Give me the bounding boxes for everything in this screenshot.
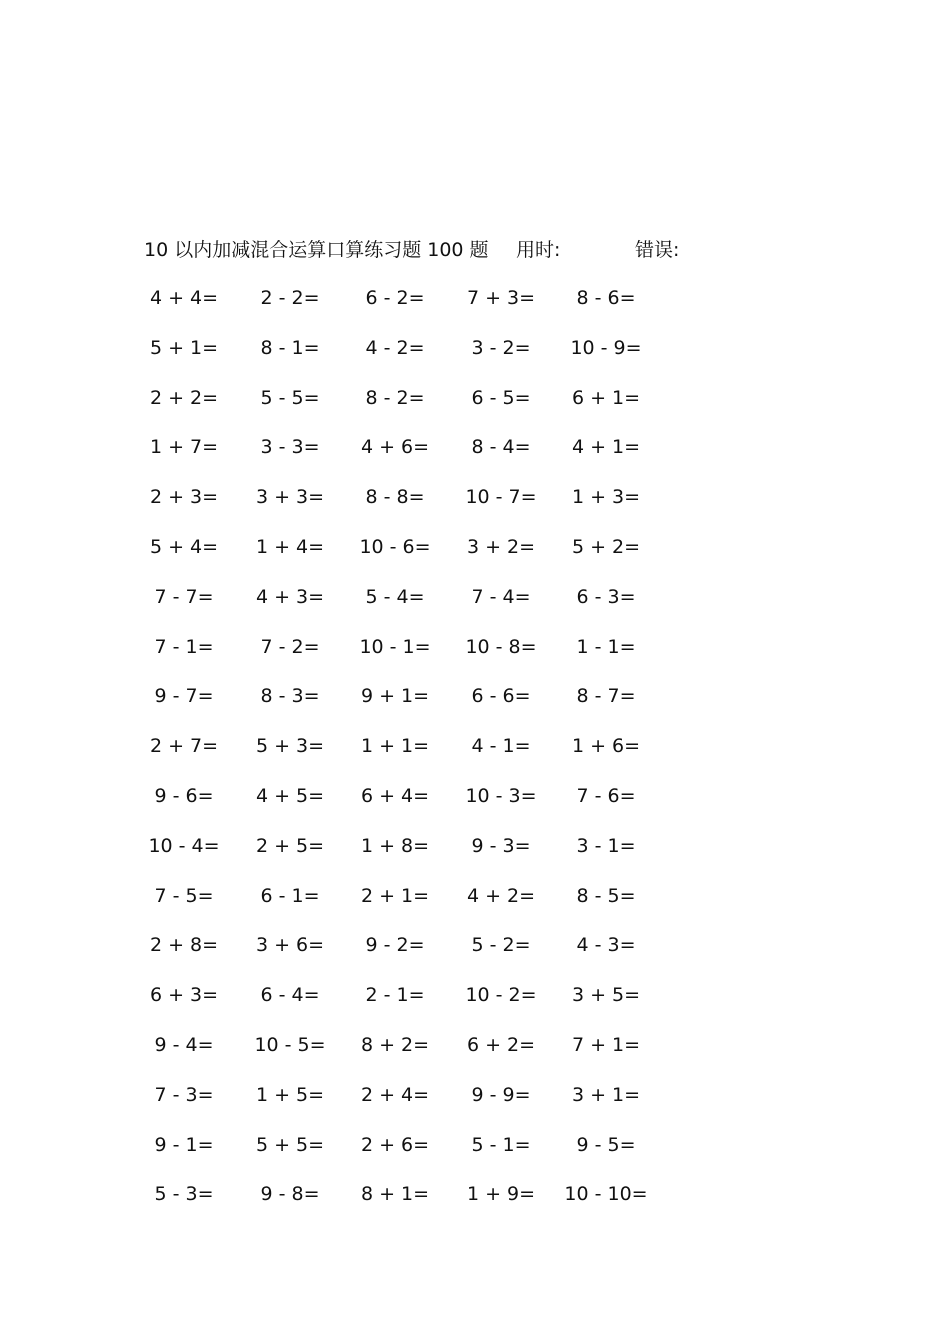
problem-item: 6 + 4= (360, 785, 430, 807)
problem-item: 8 - 1= (260, 337, 320, 359)
problem-item: 2 + 7= (149, 735, 219, 757)
problem-item: 8 - 2= (365, 387, 425, 409)
problem-item: 7 - 4= (471, 586, 531, 608)
problem-item: 10 - 10= (564, 1183, 648, 1205)
problem-item: 4 - 1= (471, 735, 531, 757)
problem-item: 3 + 5= (571, 984, 641, 1006)
problem-item: 1 + 1= (360, 735, 430, 757)
problem-item: 10 - 9= (570, 337, 642, 359)
problem-item: 8 - 8= (365, 486, 425, 508)
problem-item: 7 - 3= (154, 1084, 214, 1106)
problem-item: 8 - 4= (471, 436, 531, 458)
worksheet-header (0, 236, 950, 264)
problem-item: 1 + 3= (571, 486, 641, 508)
problem-item: 2 - 2= (260, 287, 320, 309)
problem-item: 9 - 9= (471, 1084, 531, 1106)
problem-item: 2 - 1= (365, 984, 425, 1006)
problem-item: 1 + 4= (255, 536, 325, 558)
problem-item: 8 - 6= (576, 287, 636, 309)
problem-item: 5 - 3= (154, 1183, 214, 1205)
problem-item: 8 + 2= (360, 1034, 430, 1056)
problem-item: 1 + 9= (466, 1183, 536, 1205)
problem-item: 10 - 8= (465, 636, 537, 658)
problem-item: 7 + 3= (466, 287, 536, 309)
problem-item: 2 + 8= (149, 934, 219, 956)
problem-item: 4 + 5= (255, 785, 325, 807)
problem-item: 3 - 3= (260, 436, 320, 458)
problem-item: 6 - 4= (260, 984, 320, 1006)
error-count-label: 错误: (635, 239, 680, 261)
problem-item: 3 + 2= (466, 536, 536, 558)
problem-item: 10 - 4= (148, 835, 220, 857)
problem-item: 6 + 2= (466, 1034, 536, 1056)
problem-item: 4 + 3= (255, 586, 325, 608)
time-used-label: 用时: (516, 239, 561, 261)
problem-item: 7 - 1= (154, 636, 214, 658)
problem-item: 3 + 3= (255, 486, 325, 508)
problem-item: 6 - 2= (365, 287, 425, 309)
problem-item: 6 - 6= (471, 685, 531, 707)
problem-item: 9 - 7= (154, 685, 214, 707)
problem-item: 7 - 2= (260, 636, 320, 658)
problem-item: 7 - 5= (154, 885, 214, 907)
problem-item: 10 - 6= (359, 536, 431, 558)
problem-item: 9 - 4= (154, 1034, 214, 1056)
problem-item: 1 + 7= (149, 436, 219, 458)
problem-item: 3 - 2= (471, 337, 531, 359)
problem-item: 5 - 4= (365, 586, 425, 608)
problem-item: 4 + 4= (149, 287, 219, 309)
problem-item: 1 + 6= (571, 735, 641, 757)
problem-item: 2 + 6= (360, 1134, 430, 1156)
problem-item: 8 - 3= (260, 685, 320, 707)
problem-item: 7 + 1= (571, 1034, 641, 1056)
problem-item: 4 - 3= (576, 934, 636, 956)
problem-item: 9 - 6= (154, 785, 214, 807)
problem-item: 2 + 1= (360, 885, 430, 907)
problem-item: 1 + 8= (360, 835, 430, 857)
problem-item: 6 + 1= (571, 387, 641, 409)
problem-item: 3 - 1= (576, 835, 636, 857)
problem-item: 5 + 3= (255, 735, 325, 757)
problem-item: 7 - 6= (576, 785, 636, 807)
problem-item: 5 - 1= (471, 1134, 531, 1156)
worksheet-title: 10 以内加减混合运算口算练习题 100 题 (144, 239, 489, 261)
problem-item: 6 - 1= (260, 885, 320, 907)
problem-item: 7 - 7= (154, 586, 214, 608)
problem-item: 8 - 7= (576, 685, 636, 707)
problem-item: 2 + 4= (360, 1084, 430, 1106)
problem-item: 5 + 4= (149, 536, 219, 558)
problem-item: 10 - 7= (465, 486, 537, 508)
problem-item: 1 + 5= (255, 1084, 325, 1106)
problem-item: 5 + 5= (255, 1134, 325, 1156)
problem-item: 4 + 6= (360, 436, 430, 458)
problem-item: 9 - 8= (260, 1183, 320, 1205)
problem-item: 2 + 5= (255, 835, 325, 857)
problem-item: 8 + 1= (360, 1183, 430, 1205)
problem-item: 5 + 1= (149, 337, 219, 359)
problem-item: 4 + 2= (466, 885, 536, 907)
problem-item: 1 - 1= (576, 636, 636, 658)
problem-item: 3 + 1= (571, 1084, 641, 1106)
problem-item: 4 - 2= (365, 337, 425, 359)
problem-item: 8 - 5= (576, 885, 636, 907)
problem-item: 5 - 5= (260, 387, 320, 409)
problem-item: 2 + 2= (149, 387, 219, 409)
problem-item: 10 - 3= (465, 785, 537, 807)
problem-item: 9 - 5= (576, 1134, 636, 1156)
problem-item: 6 - 3= (576, 586, 636, 608)
problem-item: 9 - 2= (365, 934, 425, 956)
problem-item: 3 + 6= (255, 934, 325, 956)
problem-item: 9 + 1= (360, 685, 430, 707)
problem-item: 10 - 1= (359, 636, 431, 658)
problem-item: 6 - 5= (471, 387, 531, 409)
problem-item: 6 + 3= (149, 984, 219, 1006)
problem-item: 5 + 2= (571, 536, 641, 558)
problem-item: 10 - 2= (465, 984, 537, 1006)
problem-item: 9 - 3= (471, 835, 531, 857)
problem-item: 4 + 1= (571, 436, 641, 458)
problem-item: 9 - 1= (154, 1134, 214, 1156)
problem-item: 5 - 2= (471, 934, 531, 956)
problem-item: 2 + 3= (149, 486, 219, 508)
problem-item: 10 - 5= (254, 1034, 326, 1056)
